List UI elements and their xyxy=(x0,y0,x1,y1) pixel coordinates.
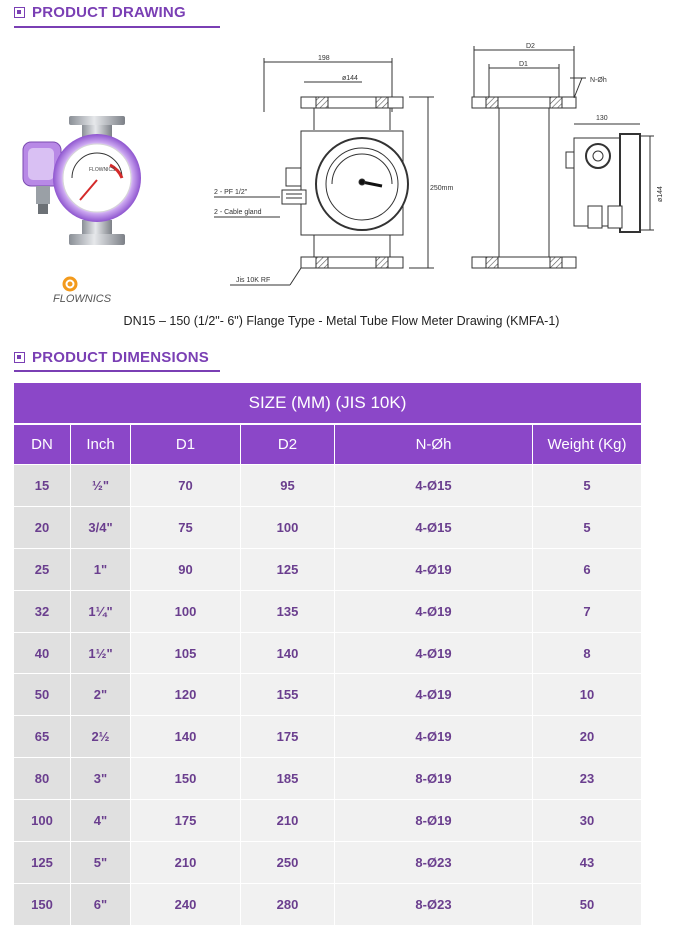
table-row xyxy=(14,883,641,925)
cell-d2: 135 xyxy=(241,590,335,632)
cell-d2: 210 xyxy=(241,799,335,841)
cell-d2: 100 xyxy=(241,506,335,548)
cell-n-oh: 4-Ø19 xyxy=(335,590,533,632)
pf-label: 2 - PF 1/2" xyxy=(214,189,248,196)
svg-text:FLOWNICS: FLOWNICS xyxy=(89,167,116,173)
cell-d2: 280 xyxy=(241,883,335,925)
heading-square-icon xyxy=(14,7,25,18)
technical-drawing-svg xyxy=(14,40,670,310)
table-row xyxy=(14,799,641,841)
cell-d2: 140 xyxy=(241,632,335,674)
column-header-weight: Weight (Kg) xyxy=(533,425,641,464)
cell-d1: 240 xyxy=(131,883,241,925)
cell-d2: 125 xyxy=(241,548,335,590)
table-row xyxy=(14,590,641,632)
cell-weight: 23 xyxy=(533,757,641,799)
cell-weight: 6 xyxy=(533,548,641,590)
table-row xyxy=(14,841,641,883)
cell-inch: 6" xyxy=(71,883,131,925)
cell-weight: 30 xyxy=(533,799,641,841)
table-row xyxy=(14,464,641,506)
cell-n-oh: 4-Ø19 xyxy=(335,715,533,757)
cell-n-oh: 4-Ø19 xyxy=(335,632,533,674)
cell-d1: 175 xyxy=(131,799,241,841)
cell-inch: 4" xyxy=(71,799,131,841)
cell-weight: 5 xyxy=(533,506,641,548)
table-row xyxy=(14,757,641,799)
cell-inch: 3/4" xyxy=(71,506,131,548)
cell-d1: 150 xyxy=(131,757,241,799)
product-photo xyxy=(23,116,141,245)
heading-square-icon xyxy=(14,352,25,363)
drawing-caption: DN15 – 150 (1/2"- 6") Flange Type - Metal Tube Flow Meter Drawing (KMFA-1) xyxy=(123,314,560,328)
cell-dn: 40 xyxy=(14,632,71,674)
dim-198-label: 198 xyxy=(318,55,330,62)
cell-d2: 175 xyxy=(241,715,335,757)
table-row xyxy=(14,632,641,674)
cell-d1: 70 xyxy=(131,464,241,506)
cell-d2: 185 xyxy=(241,757,335,799)
dim-d2-label: D2 xyxy=(526,43,535,50)
dim-d1-label: D1 xyxy=(519,61,528,68)
cell-weight: 10 xyxy=(533,673,641,715)
flownics-logo xyxy=(53,278,112,305)
dimensions-table xyxy=(14,383,641,925)
cell-d2: 250 xyxy=(241,841,335,883)
cell-dn: 15 xyxy=(14,464,71,506)
section-title: PRODUCT DIMENSIONS xyxy=(32,349,209,366)
dim-250-label: 250mm xyxy=(430,185,454,192)
dim-130-label: 130 xyxy=(596,115,608,122)
cell-inch: ½" xyxy=(71,464,131,506)
cell-d1: 75 xyxy=(131,506,241,548)
dim-144-label: ø144 xyxy=(342,75,358,82)
table-header-row xyxy=(14,425,641,464)
cell-dn: 50 xyxy=(14,673,71,715)
cell-d1: 90 xyxy=(131,548,241,590)
column-header-d1: D1 xyxy=(131,425,241,464)
cell-dn: 80 xyxy=(14,757,71,799)
cell-n-oh: 8-Ø23 xyxy=(335,883,533,925)
cell-d1: 100 xyxy=(131,590,241,632)
side-view-drawing xyxy=(472,46,654,268)
cell-inch: 5" xyxy=(71,841,131,883)
cell-weight: 5 xyxy=(533,464,641,506)
cell-inch: 3" xyxy=(71,757,131,799)
cell-d1: 210 xyxy=(131,841,241,883)
heading-underline xyxy=(14,370,220,372)
product-drawing xyxy=(14,40,670,310)
cell-weight: 7 xyxy=(533,590,641,632)
cell-n-oh: 8-Ø19 xyxy=(335,757,533,799)
table-row xyxy=(14,506,641,548)
column-header-inch: Inch xyxy=(71,425,131,464)
cell-n-oh: 4-Ø19 xyxy=(335,548,533,590)
dim-144-side-label: ø144 xyxy=(657,186,664,202)
cell-d1: 105 xyxy=(131,632,241,674)
cell-weight: 50 xyxy=(533,883,641,925)
table-group-header-row xyxy=(14,383,641,425)
cell-dn: 150 xyxy=(14,883,71,925)
section-title: PRODUCT DRAWING xyxy=(32,4,186,21)
table-row xyxy=(14,548,641,590)
cell-inch: 1¼" xyxy=(71,590,131,632)
column-header-d2: D2 xyxy=(241,425,335,464)
jis-label: Jis 10K RF xyxy=(236,277,271,284)
cell-d2: 95 xyxy=(241,464,335,506)
cell-n-oh: 4-Ø15 xyxy=(335,506,533,548)
logo-text: FLOWNICS xyxy=(53,293,112,305)
cell-d1: 120 xyxy=(131,673,241,715)
cell-inch: 1" xyxy=(71,548,131,590)
cell-n-oh: 4-Ø15 xyxy=(335,464,533,506)
cell-dn: 25 xyxy=(14,548,71,590)
cell-d2: 155 xyxy=(241,673,335,715)
cable-gland-label: 2 - Cable gland xyxy=(214,209,262,216)
cell-n-oh: 8-Ø23 xyxy=(335,841,533,883)
cell-dn: 100 xyxy=(14,799,71,841)
section-heading-drawing xyxy=(14,4,186,21)
dim-noh-label: N-Øh xyxy=(590,77,607,84)
cell-weight: 8 xyxy=(533,632,641,674)
column-header-n-oh: N-Øh xyxy=(335,425,533,464)
front-view-drawing xyxy=(214,58,434,285)
table-row xyxy=(14,715,641,757)
cell-weight: 20 xyxy=(533,715,641,757)
cell-inch: 2½ xyxy=(71,715,131,757)
cell-weight: 43 xyxy=(533,841,641,883)
cell-inch: 1½" xyxy=(71,632,131,674)
cell-inch: 2" xyxy=(71,673,131,715)
size-group-header: SIZE (MM) (JIS 10K) xyxy=(14,383,641,425)
table-row xyxy=(14,673,641,715)
cell-n-oh: 8-Ø19 xyxy=(335,799,533,841)
cell-dn: 32 xyxy=(14,590,71,632)
cell-n-oh: 4-Ø19 xyxy=(335,673,533,715)
section-heading-dimensions xyxy=(14,349,209,366)
cell-d1: 140 xyxy=(131,715,241,757)
column-header-dn: DN xyxy=(14,425,71,464)
cell-dn: 20 xyxy=(14,506,71,548)
cell-dn: 125 xyxy=(14,841,71,883)
heading-underline xyxy=(14,26,220,28)
cell-dn: 65 xyxy=(14,715,71,757)
